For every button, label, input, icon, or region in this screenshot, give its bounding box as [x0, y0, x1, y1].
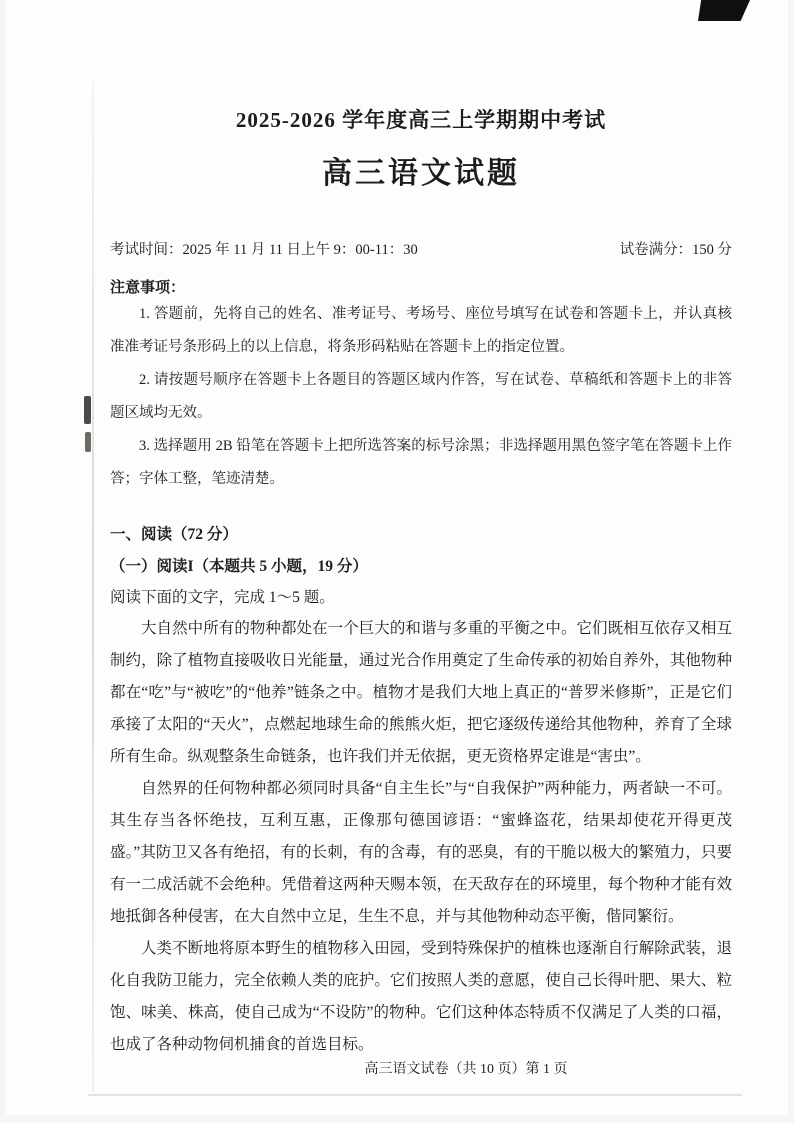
scan-edge-mark-1 — [84, 396, 91, 424]
reading-instruction: 阅读下面的文字，完成 1～5 题。 — [110, 589, 335, 606]
notice-item-3: 3. 选择题用 2B 铅笔在答题卡上把所选答案的标号涂黑；非选择题用黑色签字笔在答题卡上作答；字体工整，笔迹清楚。 — [110, 438, 732, 487]
paper-left-edge-shadow — [92, 82, 94, 1092]
page-content — [110, 104, 732, 1061]
subsection-heading-reading-1: （一）阅读I（本题共 5 小题，19 分） — [110, 558, 368, 575]
notice-item-1: 1. 答题前，先将自己的姓名、准考证号、考场号、座位号填写在试卷和答题卡上，并认真核准准考证号条形码上的以上信息，将条形码粘贴在答题卡上的指定位置。 — [110, 306, 732, 355]
exam-paper-title: 高三语文试题 — [322, 157, 520, 190]
paper-bottom-edge-shadow — [88, 1094, 742, 1096]
exam-time: 考试时间：2025 年 11 月 11 日上午 9：00-11：30 — [110, 242, 418, 258]
total-score: 试卷满分：150 分 — [619, 242, 732, 258]
exam-session-title: 2025-2026 学年度高三上学期期中考试 — [235, 108, 607, 132]
page-footer: 高三语文试卷（共 10 页）第 1 页 — [364, 1062, 568, 1077]
notice-item-2: 2. 请按题号顺序在答题卡上各题目的答题区域内作答，写在试卷、草稿纸和答题卡上的非答题区域均无效。 — [110, 372, 732, 421]
reading-paragraph-2: 自然界的任何物种都必须同时具备“自主生长”与“自我保护”两种能力，两者缺一不可。其生存当各怀绝技，互利互惠，正像那句德国谚语：“蜜蜂盗花，结果却使花开得更茂盛。”其防卫又各有绝招，有的长刺，有的含毒，有的恶臭，有的干脆以极大的繁殖力，只要有一二成活就不会绝种。凭借着这两种天赐本领，在天敌存在的环境里，每个物种才能有效地抵御各种侵害，在大自然中立足，生生不息，并与其他物种动态平衡，偕同繁衍。 — [110, 780, 732, 925]
reading-paragraph-3: 人类不断地将原本野生的植物移入田园，受到特殊保护的植株也逐渐自行解除武装，退化自我防卫能力，完全依赖人类的庇护。它们按照人类的意愿，使自己长得叶肥、果大、粒饱、味美、株高，使自己成为“不设防”的物种。它们这种体态特质不仅满足了人类的口福，也成了各种动物伺机捕食的首选目标。 — [110, 940, 732, 1053]
section-heading-reading: 一、阅读（72 分） — [110, 526, 238, 543]
notice-heading: 注意事项： — [110, 280, 186, 296]
scanned-exam-page — [6, 0, 788, 1115]
reading-paragraph-1: 大自然中所有的物种都处在一个巨大的和谐与多重的平衡之中。它们既相互依存又相互制约，除了植物直接吸收日光能量，通过光合作用奠定了生命传承的初始自养外，其他物种都在“吃”与“被吃”的“他养”链条之中。植物才是我们大地上真正的“普罗米修斯”，正是它们承接了太阳的“天火”，点燃起地球生命的熊熊火炬，把它逐级传递给其他物种，养育了全球所有生命。纵观整条生命链条，也许我们并无依据，更无资格界定谁是“害虫”。 — [110, 620, 732, 765]
scan-edge-mark-2 — [85, 432, 91, 452]
exam-meta-row — [110, 238, 732, 259]
